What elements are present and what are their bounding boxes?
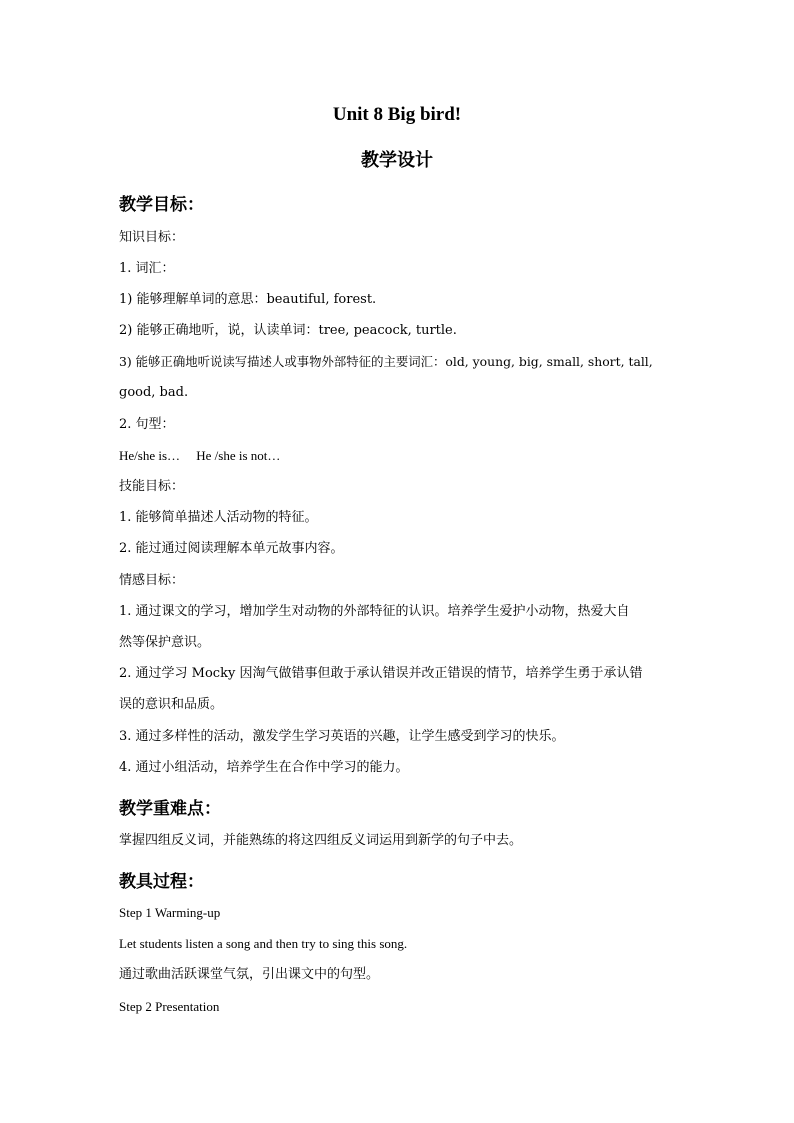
skill-item-2: 2. 能过通过阅读理解本单元故事内容。 [119,541,344,556]
step-2-title: Step 2 Presentation [119,999,220,1014]
pattern-label: 2. 句型： [119,417,175,432]
step-1-title: Step 1 Warming-up [119,905,221,920]
page-title: Unit 8 Big bird! [332,104,462,125]
section-heading-objectives: 教学目标： [119,195,204,215]
emotion-item-3: 3. 通过多样性的活动，激发学生学习英语的兴趣，让学生感受到学习的快乐。 [119,729,565,744]
vocab-item-2: 2) 能够正确地听，说，认读单词：tree, peacock, turtle. [119,323,457,338]
emotion-item-2-cont: 误的意识和品质。 [119,697,224,712]
page-subtitle: 教学设计 [361,150,433,171]
skill-item-1: 1. 能够简单描述人活动物的特征。 [119,510,318,525]
key-points-text: 掌握四组反义词，并能熟练的将这四组反义词运用到新学的句子中去。 [119,833,523,848]
emotion-item-1-cont: 然等保护意识。 [119,635,211,650]
emotion-item-1: 1. 通过课文的学习，增加学生对动物的外部特征的认识。培养学生爱护小动物，热爱大自 [119,604,630,619]
section-heading-process: 教具过程： [119,872,204,892]
vocab-label: 1. 词汇： [119,261,175,276]
vocab-item-3-cont: good, bad. [119,385,189,400]
vocab-item-1: 1) 能够理解单词的意思：beautiful, forest. [119,292,377,307]
vocab-item-3: 3) 能够正确地听说读写描述人或事物外部特征的主要词汇：old, young, big, small, short, tall, [119,354,653,369]
step-1-text: Let students listen a song and then try to sing this song. [119,936,408,951]
step-1-note: 通过歌曲活跃课堂气氛，引出课文中的句型。 [119,967,380,982]
emotion-item-4: 4. 通过小组活动，培养学生在合作中学习的能力。 [119,760,409,775]
skill-label: 技能目标： [119,479,185,494]
pattern-text: He/she is… He /she is not… [119,448,281,463]
emotion-label: 情感目标： [119,573,185,588]
knowledge-label: 知识目标： [119,230,185,245]
section-heading-key-points: 教学重难点： [119,799,221,819]
emotion-item-2: 2. 通过学习 Mocky 因淘气做错事但敢于承认错误并改正错误的情节，培养学生勇于承认错 [119,666,643,681]
